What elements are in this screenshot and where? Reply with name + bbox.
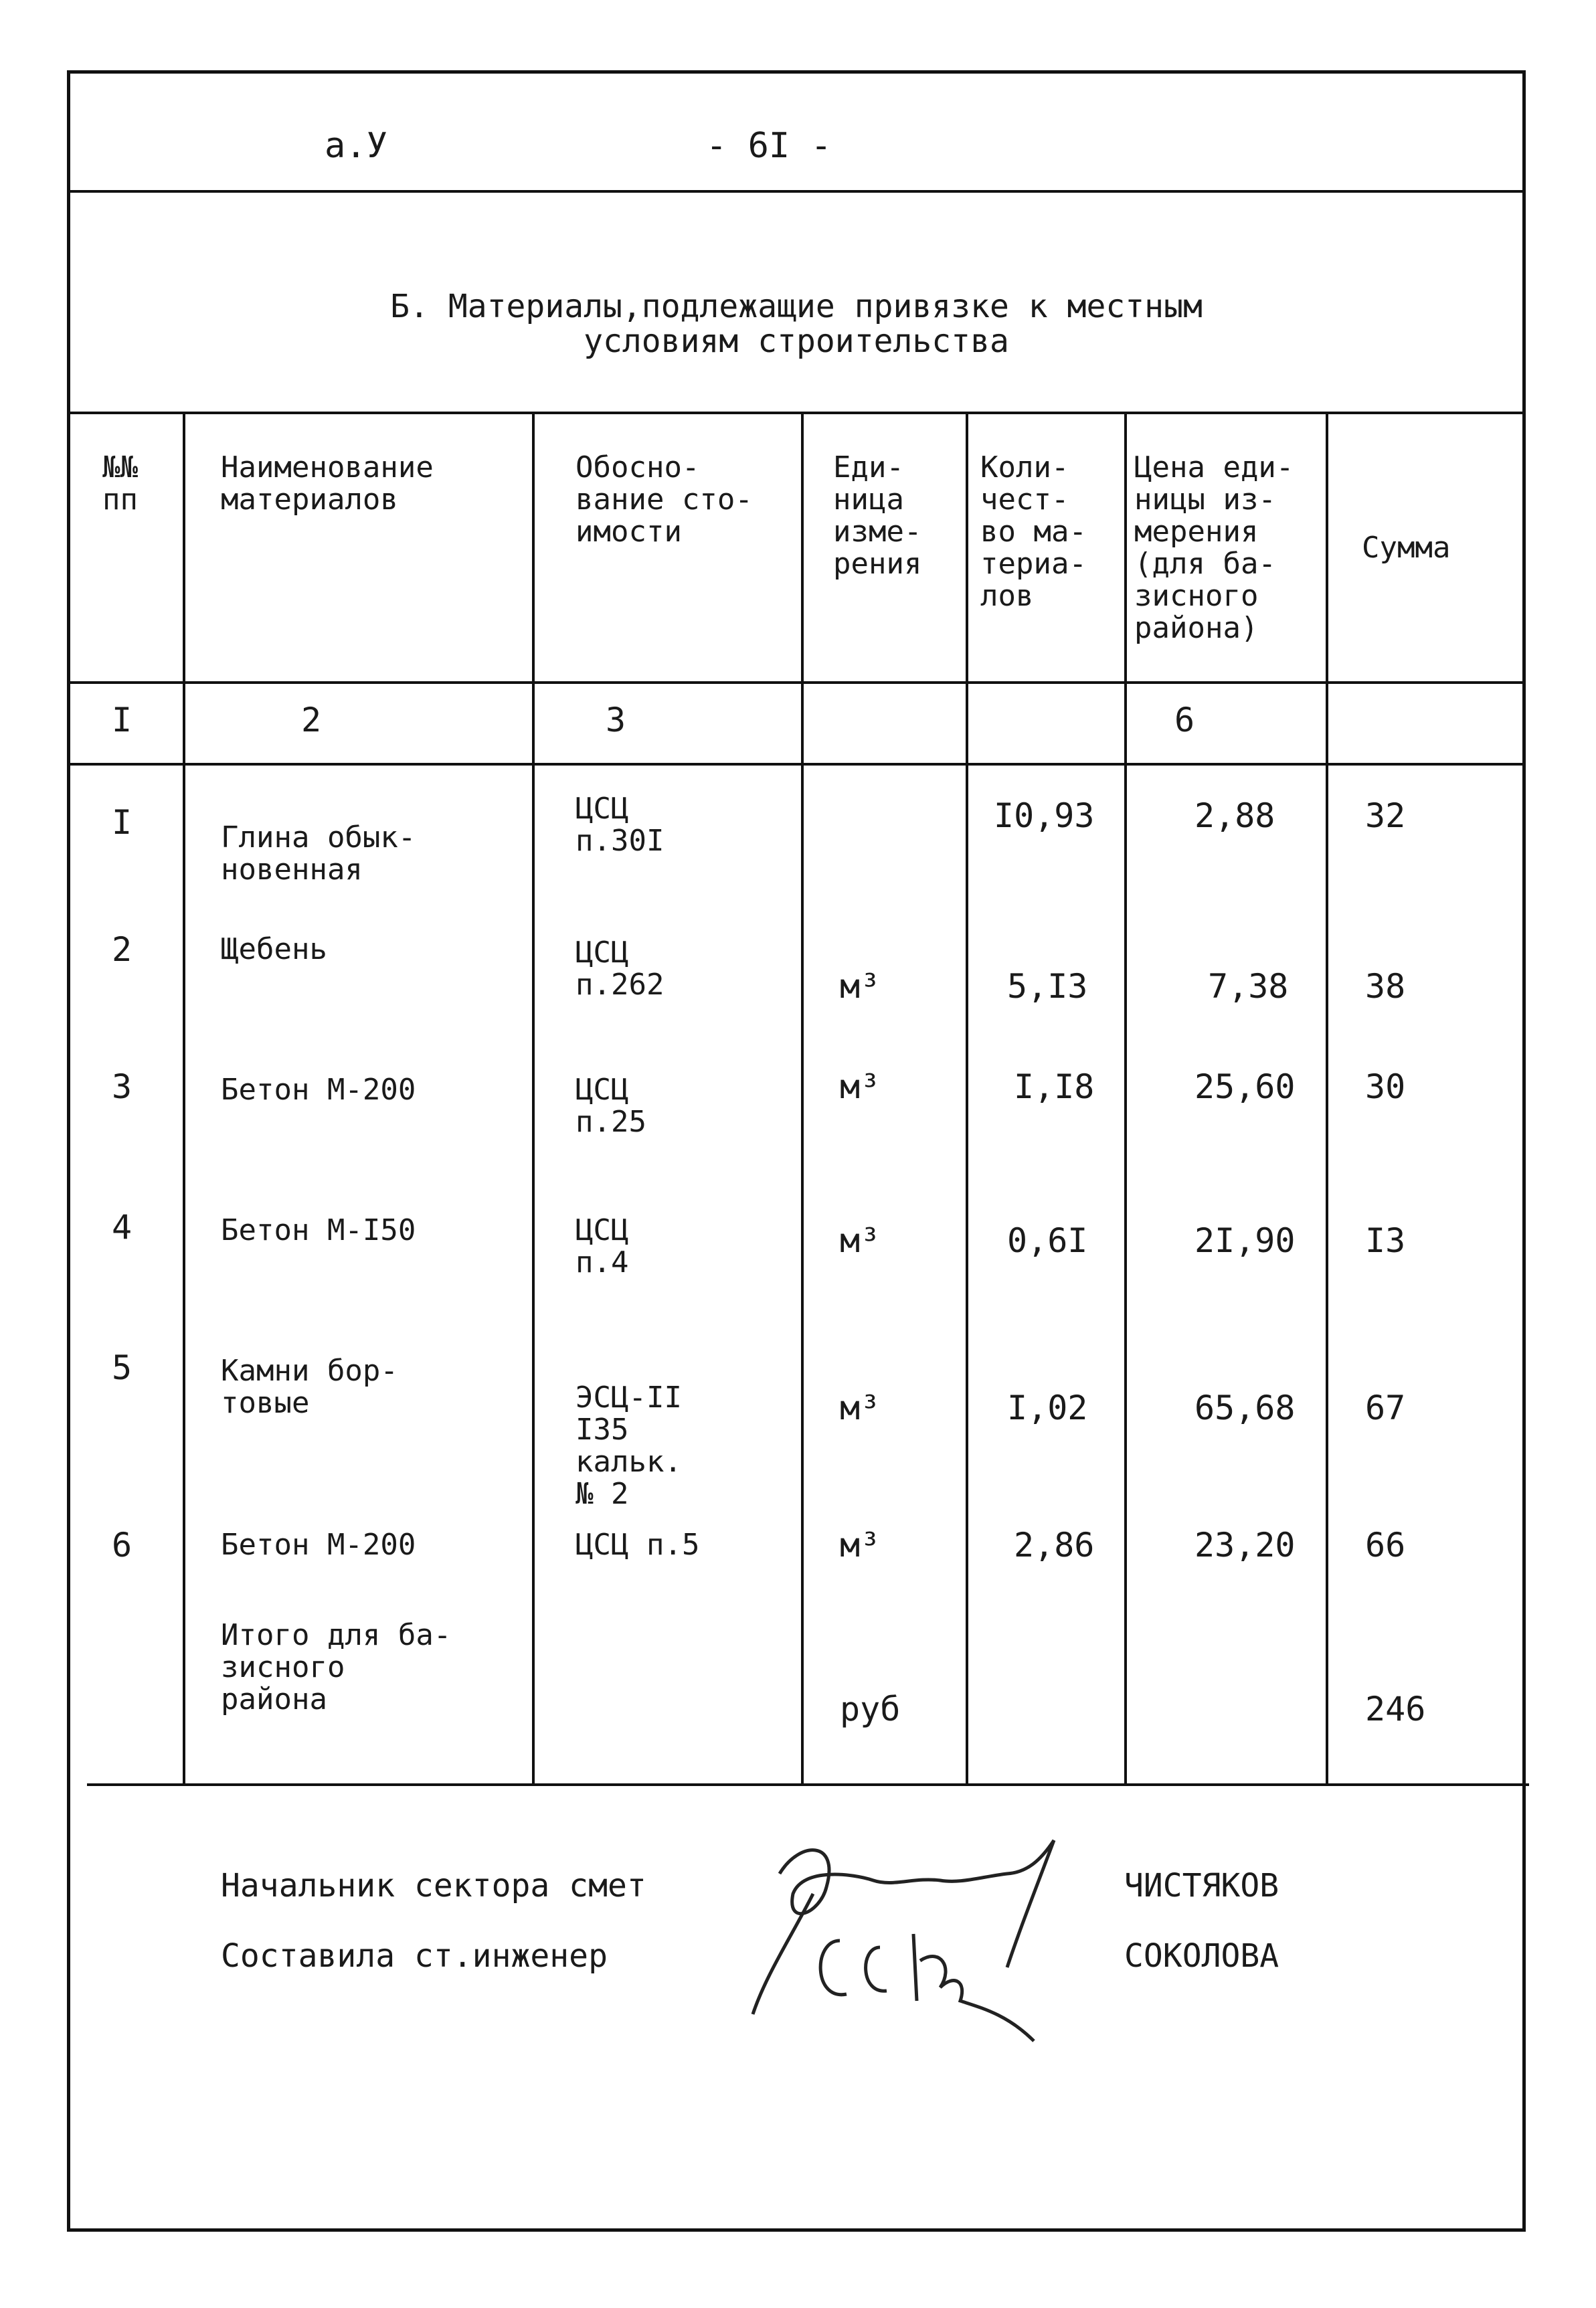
row-number: 5: [112, 1348, 132, 1387]
unit-price: 2,88: [1194, 796, 1275, 835]
header-bottom-rule: [70, 681, 1522, 684]
price-basis: ЦСЦ п.262: [575, 936, 664, 1002]
signer-role: Составила ст.инженер: [221, 1937, 608, 1975]
column-header-name: Наименование материалов: [221, 450, 434, 517]
unit: м³: [840, 1389, 881, 1427]
unit-price: 23,20: [1194, 1526, 1296, 1565]
unit-price: 2I,90: [1194, 1221, 1296, 1260]
material-name: Бетон М-I50: [221, 1213, 416, 1247]
quantity: I,02: [1007, 1389, 1088, 1427]
column-divider: [183, 412, 185, 1783]
row-sum: 30: [1365, 1067, 1406, 1106]
row-number: 2: [112, 930, 132, 969]
header-prefix: а.У: [325, 126, 387, 166]
row-sum: 38: [1365, 967, 1406, 1006]
unit-price: 65,68: [1194, 1389, 1296, 1427]
column-header-basis: Обосно- вание сто- имости: [575, 450, 753, 549]
column-header-quantity: Коли- чест- во ма- териа- лов: [980, 450, 1087, 613]
row-sum: I3: [1365, 1221, 1406, 1260]
material-name: Бетон М-200: [221, 1528, 416, 1562]
signer-role: Начальник сектора смет: [221, 1867, 646, 1904]
unit-price: 7,38: [1208, 967, 1289, 1006]
signer-name: СОКОЛОВА: [1124, 1937, 1279, 1975]
price-basis: ЦСЦ п.25: [575, 1073, 646, 1139]
row-sum: 67: [1365, 1389, 1406, 1427]
material-name: Камни бор- товые: [221, 1354, 398, 1420]
price-basis: ЦСЦ п.5: [575, 1528, 700, 1562]
column-divider: [1124, 412, 1127, 1783]
handwritten-signature: [739, 1813, 1114, 2068]
row-number: 4: [112, 1208, 132, 1247]
row-sum: 66: [1365, 1526, 1406, 1565]
total-label: Итого для ба- зисного района: [221, 1618, 452, 1716]
document-frame: [67, 70, 1526, 2232]
column-number: 6: [1174, 701, 1195, 739]
material-name: Щебень: [221, 932, 327, 966]
table-bottom-rule: [87, 1783, 1529, 1786]
total-unit: руб: [840, 1690, 901, 1728]
header-page-number: - 6I -: [706, 126, 832, 166]
column-number: I: [112, 701, 132, 739]
material-name: Бетон М-200: [221, 1073, 416, 1107]
column-divider: [532, 412, 535, 1783]
row-number: I: [112, 803, 132, 842]
price-basis: ЦСЦ п.30I: [575, 792, 664, 858]
unit-price: 25,60: [1194, 1067, 1296, 1106]
column-header-sum: Сумма: [1362, 531, 1451, 565]
quantity: 5,I3: [1007, 967, 1088, 1006]
price-basis: ЦСЦ п.4: [575, 1213, 629, 1279]
unit: м³: [840, 1221, 881, 1260]
quantity: I,I8: [1014, 1067, 1095, 1106]
unit: м³: [840, 1526, 881, 1565]
caption-line-2: условиям строительства: [584, 323, 1009, 360]
material-name: Глина обык- новенная: [221, 820, 416, 887]
column-number: 3: [606, 701, 626, 739]
caption-line-1: Б. Материалы,подлежащие привязке к местным: [390, 288, 1203, 325]
column-divider: [801, 412, 804, 1783]
column-header-unit-price: Цена еди- ницы из- мерения (для ба- зисного района): [1134, 450, 1294, 645]
column-number: 2: [301, 701, 322, 739]
signer-name: ЧИСТЯКОВ: [1124, 1867, 1279, 1904]
column-number-rule: [70, 763, 1522, 766]
quantity: I0,93: [994, 796, 1095, 835]
column-header-unit: Еди- ница изме- рения: [833, 450, 922, 581]
column-divider: [1326, 412, 1328, 1783]
total-sum: 246: [1365, 1690, 1426, 1728]
column-divider: [966, 412, 968, 1783]
column-header-number: №№ пп: [102, 450, 138, 517]
row-number: 3: [112, 1067, 132, 1106]
row-number: 6: [112, 1526, 132, 1565]
quantity: 0,6I: [1007, 1221, 1088, 1260]
unit: м³: [840, 1067, 881, 1106]
quantity: 2,86: [1014, 1526, 1095, 1565]
table-top-rule: [70, 412, 1522, 414]
document-header: [70, 74, 1522, 193]
price-basis: ЭСЦ-II I35 кальк. № 2: [575, 1381, 682, 1511]
row-sum: 32: [1365, 796, 1406, 835]
unit: м³: [840, 967, 881, 1006]
